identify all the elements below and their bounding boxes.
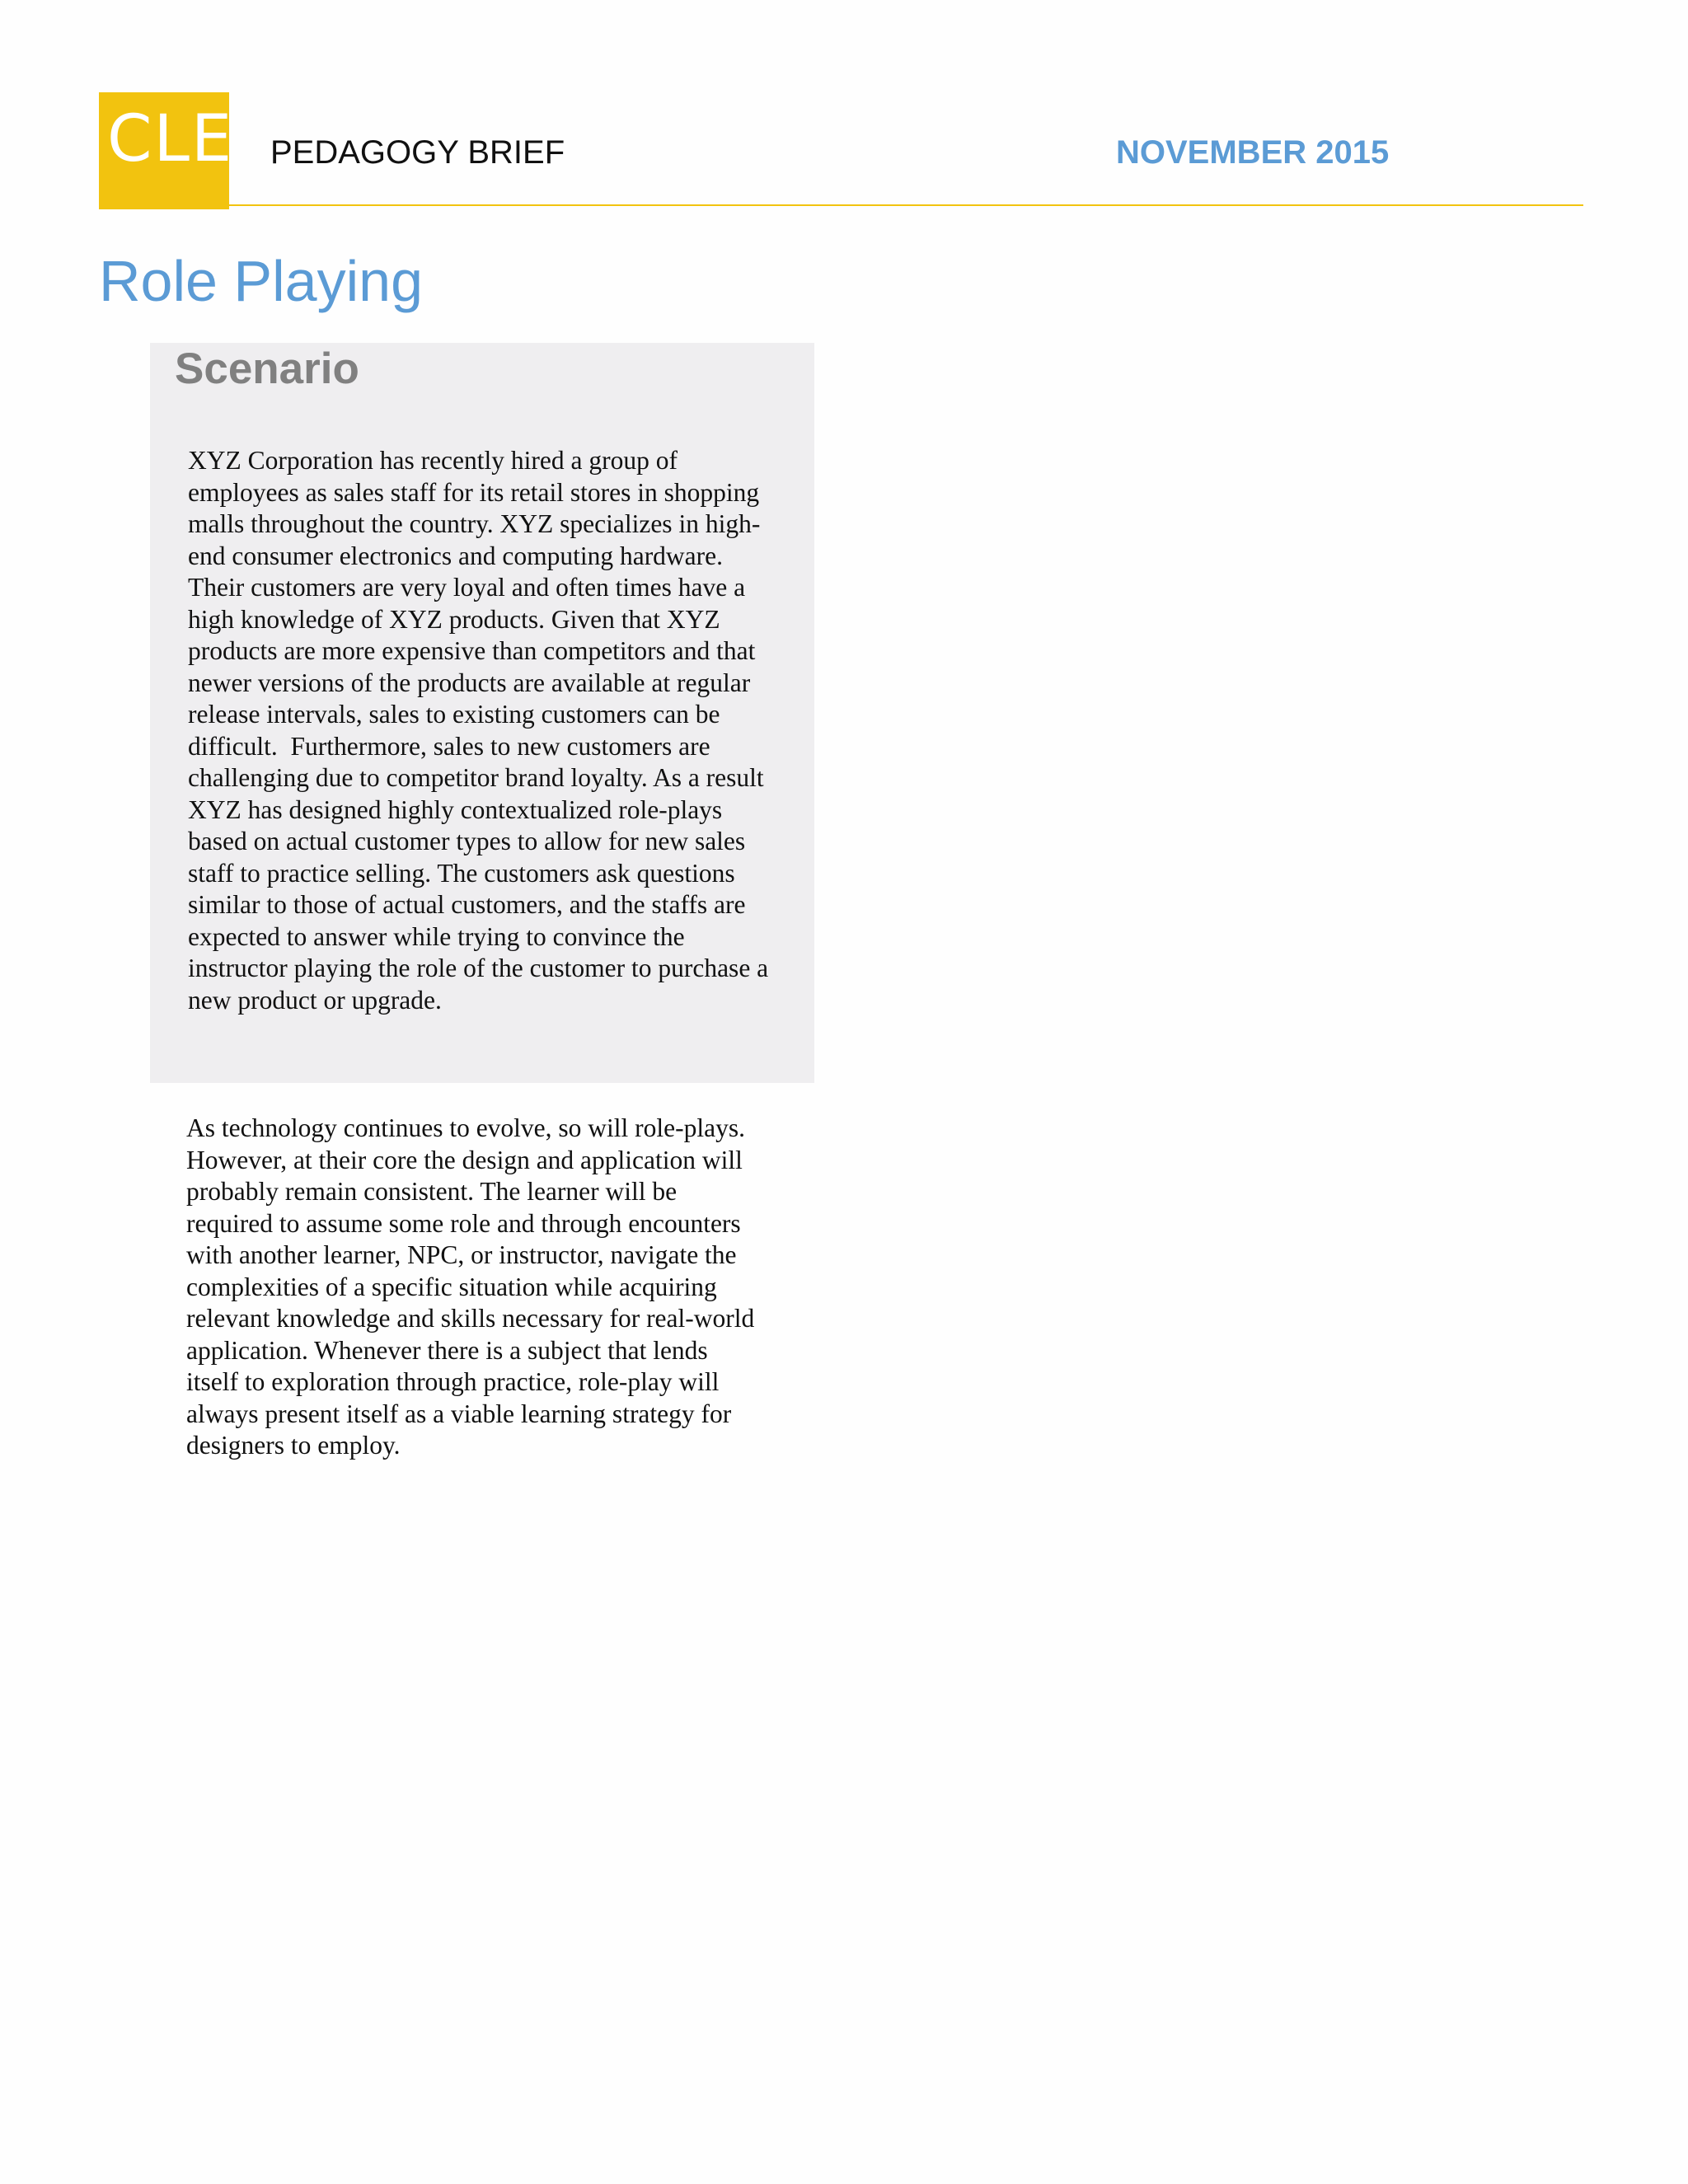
- cle-logo: [99, 92, 234, 209]
- body-line: required to assume some role and through encounters: [186, 1208, 741, 1238]
- sidebar-line: malls throughout the country. XYZ specializes in high-: [188, 509, 761, 538]
- body-paragraph: [186, 1113, 813, 1462]
- brief-label: PEDAGOGY BRIEF: [270, 134, 565, 171]
- sidebar-line: release intervals, sales to existing customers can be: [188, 700, 720, 729]
- sidebar-line: instructor playing the role of the customer to purchase a: [188, 954, 769, 982]
- sidebar-line: new product or upgrade.: [188, 985, 442, 1015]
- logo-text: CLE: [107, 102, 234, 176]
- sidebar-line: based on actual customer types to allow for new sales: [188, 827, 746, 855]
- body-line: As technology continues to evolve, so will role-plays.: [186, 1113, 746, 1142]
- sidebar-line: high knowledge of XYZ products. Given that XYZ: [188, 604, 720, 634]
- header-divider: [229, 204, 1583, 206]
- sidebar-line: products are more expensive than competitors and that: [188, 636, 756, 665]
- body-line: with another learner, NPC, or instructor, navigate the: [186, 1240, 737, 1269]
- sidebar-line: end consumer electronics and computing hardware.: [188, 541, 724, 570]
- sidebar-line: employees as sales staff for its retail stores in shopping: [188, 477, 760, 507]
- sidebar-line: challenging due to competitor brand loyalty. As a result: [188, 763, 764, 792]
- body-line: itself to exploration through practice, role-play will: [186, 1367, 720, 1396]
- sidebar-paragraph: [188, 445, 806, 1016]
- sidebar-line: staff to practice selling. The customers ask questions: [188, 858, 735, 888]
- body-line: complexities of a specific situation while acquiring: [186, 1272, 717, 1301]
- sidebar-line: similar to those of actual customers, and the staffs are: [188, 890, 746, 919]
- scenario-sidebar: [150, 343, 814, 1083]
- body-line: always present itself as a viable learning strategy for: [186, 1399, 732, 1428]
- sidebar-line: difficult. Furthermore, sales to new customers are: [188, 731, 710, 761]
- sidebar-title: Scenario: [175, 344, 359, 393]
- sidebar-line: XYZ has designed highly contextualized role-plays: [188, 794, 723, 824]
- body-line: relevant knowledge and skills necessary for real-world: [186, 1304, 755, 1333]
- body-line: probably remain consistent. The learner will be: [186, 1177, 678, 1206]
- sidebar-line: Their customers are very loyal and often times have a: [188, 573, 746, 602]
- body-line: However, at their core the design and application will: [186, 1145, 743, 1174]
- sidebar-line: expected to answer while trying to convince the: [188, 921, 685, 951]
- issue-date: NOVEMBER 2015: [1116, 134, 1390, 171]
- sidebar-line: XYZ Corporation has recently hired a group of: [188, 446, 678, 475]
- body-line: designers to employ.: [186, 1431, 401, 1460]
- page-title: Role Playing: [99, 249, 423, 313]
- body-line: application. Whenever there is a subject that lends: [186, 1335, 708, 1365]
- sidebar-line: newer versions of the products are available at regular: [188, 668, 751, 697]
